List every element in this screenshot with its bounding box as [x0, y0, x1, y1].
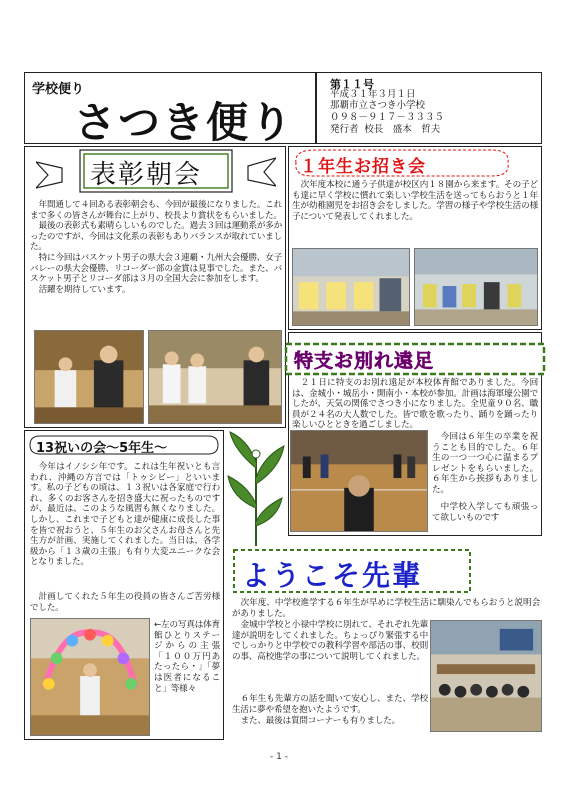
invite-photo-2	[414, 248, 538, 326]
age13-body-last: 計画してくれた５年生の役員の皆さんご苦労様でした。	[30, 592, 220, 613]
issue-date: 平成３１年３月１日	[330, 89, 416, 100]
awards-photo-1	[34, 330, 144, 424]
masthead-label: 学校便り	[32, 82, 85, 97]
awards-paragraph: 年間通して４回ある表彰朝会も、今回が最後になりました。これまで多くの皆さんが舞台に上がり、校長より賞状をもらいました。	[30, 200, 283, 221]
awards-photo-2	[148, 330, 282, 424]
issue-number: 第１１号	[330, 78, 374, 91]
invite-body: 次年度本校に通う子供達が校区内１８園から来ます。その子ども達に早く学校に慣れて楽しい学校生活を送ってもらおうと１年生が幼稚園児をお招き会をしました。学習の様子や学校生活の様子について発表してくれました。	[292, 180, 538, 222]
farewell-body-2: 今回は６年生の卒業を祝うことも目的でした。６年生の一つ一つ心に温まるプレゼントをもらいました。６年生から挨拶もありました。	[432, 432, 538, 495]
awards-headline: 表彰朝会	[90, 160, 203, 190]
awards-paragraph: 最後の表彰式も素晴らしいものでした。過去３回は運動系が多かったのですが、今回は文化系の表彰もありバランスが取れていました。	[30, 221, 283, 253]
page-number: - 1 -	[270, 752, 288, 762]
age13-photo-caption: ←左の写真は体育館ひとりステージからの主張「１００万円あたったら・」「夢は医者になること」等様々	[154, 620, 220, 694]
publisher: 発行者 校長 盛本 哲夫	[330, 124, 441, 135]
farewell-photo	[290, 430, 428, 532]
senpai-headline: ようこそ先輩	[242, 559, 423, 592]
school-name: 那覇市立さつき小学校	[330, 100, 426, 111]
school-phone: ０９８－９１７－３３３５	[330, 112, 445, 123]
invite-headline: １年生お招き会	[300, 157, 426, 177]
farewell-body-3: 中学校入学しても頑張って欲しいものです	[432, 502, 538, 523]
plant-illustration	[226, 428, 286, 548]
farewell-headline: 特支お別れ遠足	[294, 350, 435, 372]
senpai-body-1: 次年度、中学校進学する６年生が早めに学校生活に馴染んでもらおうと説明会がありました。	[232, 598, 540, 619]
newsletter-title: さつき便り	[74, 98, 295, 147]
senpai-body-4: また、最後は質問コーナーも有りました。	[240, 716, 401, 726]
senpai-photo	[430, 620, 542, 732]
farewell-body-1: ２１日に特支のお別れ遠足が本校体育館でありました。今回は、金城小・城岳小・開南小・本校が参加。計画は海軍壕公園でしたが、天気の関係でさつき小になりました。全児童９０名、職員が２４名の大人数でした。皆で歌を歌ったり、踊りを踊ったり楽しいひとときを過ごしました。	[292, 378, 538, 431]
senpai-body-2: 金城中学校と小禄中学校に別れて、それぞれ先輩達が説明をしてくれました。ちょっぴり緊張する中でしっかりと中学校での教科学習や部活の事、校則の事、高校進学の事について説明してくれました。	[232, 620, 428, 662]
awards-body	[30, 200, 282, 295]
age13-body: 今年はイノシシ年です。これは生年祝いとも言われ、沖縄の方言では「トゥシビー」といいます。私の子どもの頃は、１３祝いは各家庭で行われ、多くのお客さんを招き盛大に祝ったものですが、最近は、このような風習も無くなりました。しかし、これまで子どもと達が健康に成長した事を皆で祝おうと、５年生のお父さんお母さんと先生方が計画、実施してくれました。当日は、各学級から「１３歳の主張」も有り大変ユニークな会となりました。	[30, 462, 220, 568]
invite-photo-1	[292, 248, 410, 326]
awards-paragraph: 特に今回はバスケット男子の県大会３連覇・九州大会優勝、女子バレーの県大会優勝、リコーダー部の金賞は見事でした。また、バスケット男子とリコーダ部は３月の全国大会に参加をします。	[30, 252, 282, 285]
awards-paragraph: 活躍を期待しています。	[38, 284, 131, 295]
age13-headline: 13祝いの会～5年生～	[36, 441, 168, 456]
senpai-body-3: ６年生も先輩方の話を聞いて安心し、また、学校生活に夢や希望を抱いたようです。	[232, 694, 428, 715]
age13-photo	[30, 618, 150, 736]
